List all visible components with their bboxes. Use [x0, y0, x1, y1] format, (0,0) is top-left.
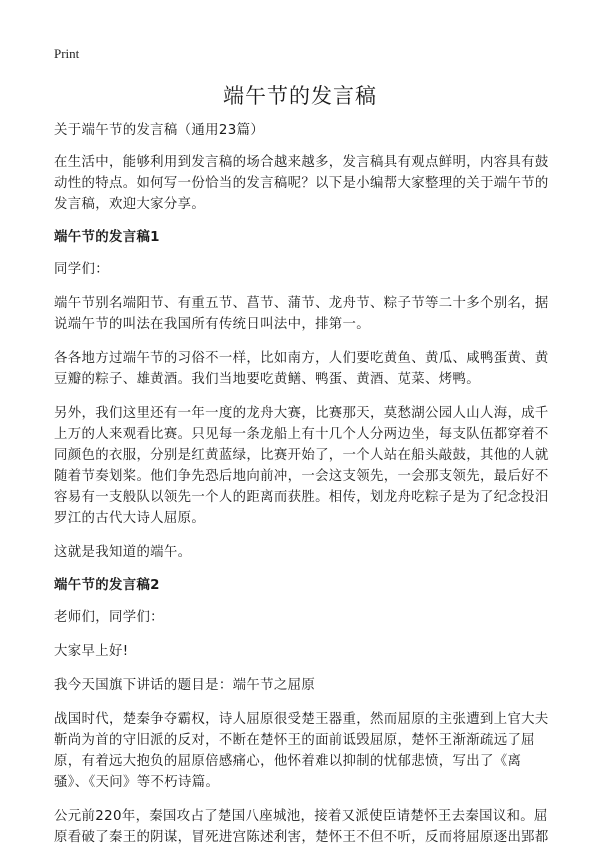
- page-title: 端午节的发言稿: [223, 84, 377, 108]
- section-1-paragraph: 另外，我们这里还有一年一度的龙舟大赛，比赛那天，莫愁湖公园人山人海，成千上万的人来观看比赛。只见每一条龙船上有十几个人分两边坐，每支队伍都穿着不同颜色的衣服，分别是红黄蓝绿，比赛开始了，一个人站在船头敲鼓，其他的人就随着节奏划桨。他们争先恐后地向前冲，一会这支领先，一会那支领先，最后好不容易有一支般队以领先一个人的距离而获胜。相传，划龙舟吃粽子是为了纪念投汨罗江的古代大诗人屈原。: [54, 406, 549, 526]
- article-body: [54, 120, 550, 861]
- section-2-paragraph: 我今天国旗下讲话的题目是：端午节之屈原: [54, 678, 316, 693]
- article-subtitle: 关于端午节的发言稿（通用23篇）: [54, 123, 265, 138]
- section-heading-1: 端午节的发言稿1: [54, 230, 160, 245]
- intro-paragraph: 在生活中，能够利用到发言稿的场合越来越多，发言稿具有观点鲜明，内容具有鼓动性的特点。如何写一份恰当的发言稿呢？以下是小编帮大家整理的关于端午节的发言稿，欢迎大家分享。: [54, 155, 549, 212]
- section-1-paragraph: 各各地方过端午节的习俗不一样，比如南方，人们要吃黄鱼、黄瓜、咸鸭蛋黄、黄豆瓣的粽子、雄黄酒。我们当地要吃黄鳝、鸭蛋、黄酒、苋菜、烤鸭。: [54, 351, 549, 387]
- section-2-paragraph: 老师们，同学们：: [54, 610, 164, 625]
- section-1-paragraph: 端午节别名端阳节、有重五节、菖节、蒲节、龙舟节、粽子节等二十多个别名，据说端午节的叫法在我国所有传统日叫法中，排第一。: [54, 296, 549, 332]
- section-2-paragraph: 大家早上好!: [54, 644, 129, 659]
- section-1-paragraph: 这就是我知道的端午。: [54, 545, 192, 560]
- print-link[interactable]: Print: [54, 46, 80, 61]
- section-heading-2: 端午节的发言稿2: [54, 578, 160, 593]
- section-2-paragraph: 公元前220年，秦国攻占了楚国八座城池，接着又派使臣请楚怀王去秦国议和。屈原看破了秦王的阴谋，冒死进宫陈述利害，楚怀王不但不听，反而将屈原逐出郢都: [54, 809, 549, 845]
- section-2-paragraph: 战国时代，楚秦争夺霸权，诗人屈原很受楚王器重，然而屈原的主张遭到上官大夫靳尚为首的守旧派的反对，不断在楚怀王的面前诋毁屈原，楚怀王渐渐疏远了屈原，有着远大抱负的屈原倍感痛心，他怀着难以抑制的忧郁悲愤，写出了《离骚》、《天问》等不朽诗篇。: [54, 712, 549, 790]
- section-1-paragraph: 同学们：: [54, 262, 109, 277]
